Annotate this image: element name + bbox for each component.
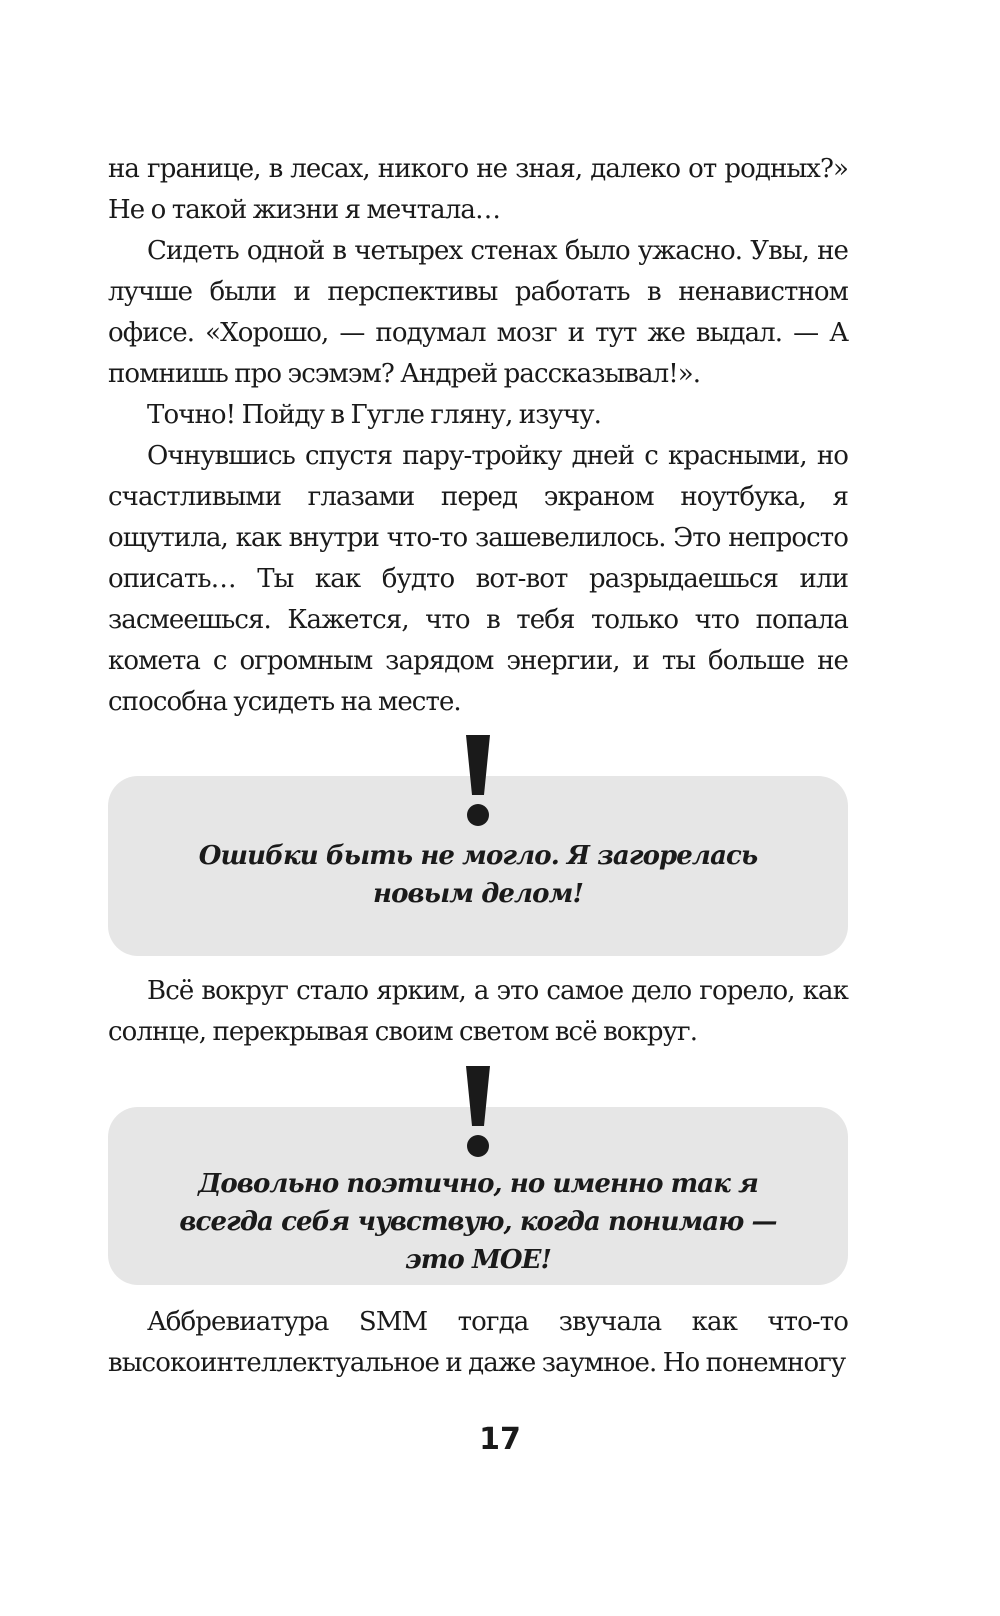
exclamation-icon	[458, 1066, 498, 1158]
paragraph: Аббревиатура SMM тогда звучала как что-то высокоинтеллектуальное и даже заумное. Но понемногу	[108, 1307, 848, 1378]
exclamation-icon	[458, 735, 498, 827]
body-text-block	[108, 1302, 848, 1384]
callout-text: Ошибки быть не могло. Я загорелась новым делом!	[198, 841, 758, 909]
paragraph: на границе, в лесах, никого не зная, далеко от родных?» Не о такой жизни я мечтала…	[108, 154, 848, 225]
body-text-block	[108, 971, 848, 1053]
paragraph: Очнувшись спустя пару-тройку дней с красными, но счастливыми глазами перед экраном ноутбука, я ощутила, как внутри что-то зашевелилось. Это непросто описать… Ты как будто вот-вот разрыдаешься или засмеешься. Кажется, что в тебя только что попала комета с огромным зарядом энергии, и ты больше не способна усидеть на месте.	[108, 441, 848, 717]
body-text-block	[108, 149, 848, 723]
callout-text: Довольно поэтично, но именно так я всегда себя чувствую, когда понимаю — это МОЕ!	[179, 1169, 777, 1275]
paragraph: Точно! Пойду в Гугле гляну, изучу.	[147, 400, 601, 430]
paragraph: Всё вокруг стало ярким, а это самое дело горело, как солнце, перекрывая своим светом всё вокруг.	[108, 976, 848, 1047]
page-number: 17	[479, 1422, 521, 1457]
paragraph: Сидеть одной в четырех стенах было ужасно. Увы, не лучше были и перспективы работать в ненавистном офисе. «Хорошо, — подумал мозг и тут же выдал. — А помнишь про эсэмэм? Андрей рассказывал!».	[108, 236, 848, 389]
